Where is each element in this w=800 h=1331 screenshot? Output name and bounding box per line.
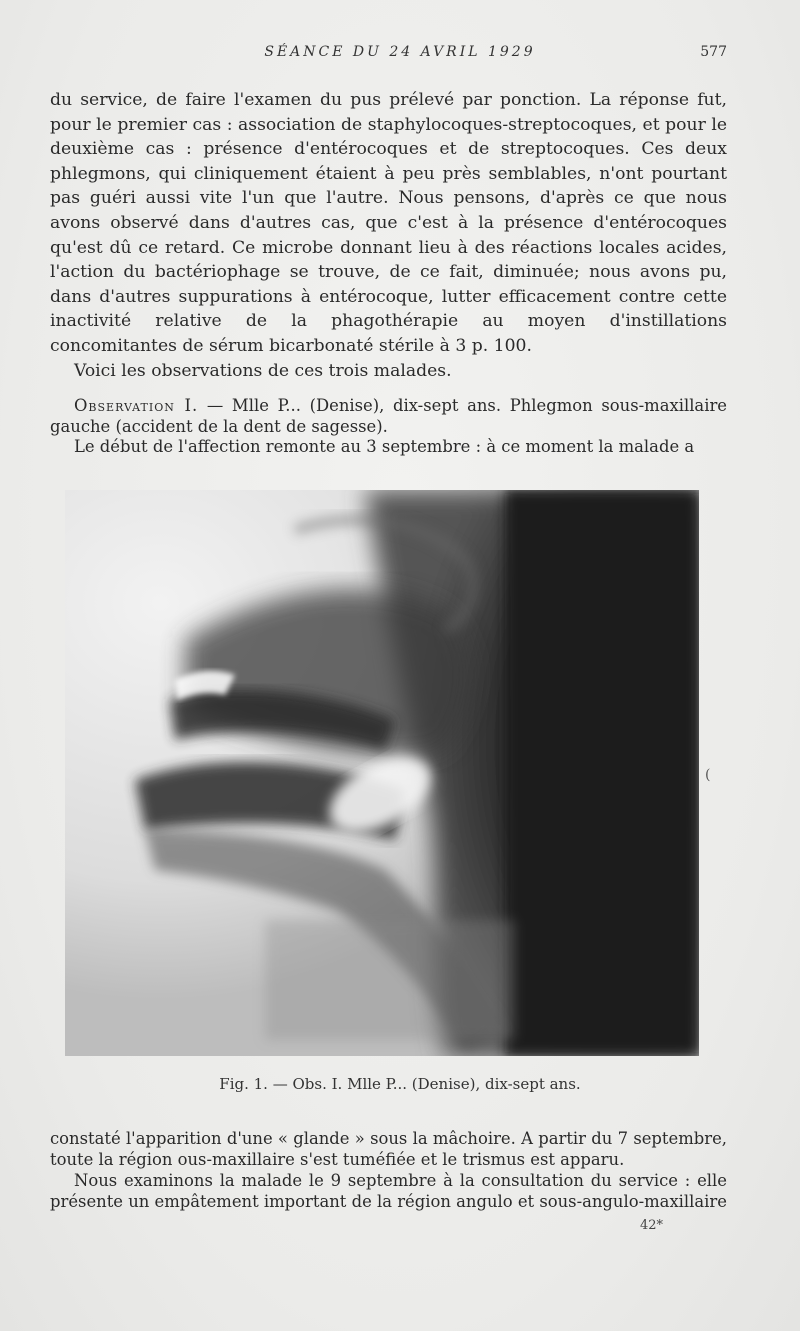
paragraph: Voici les observations de ces trois malades. xyxy=(74,360,452,381)
running-title: SÉANCE DU 24 AVRIL 1929 xyxy=(264,44,536,60)
observation-block xyxy=(50,396,727,458)
paragraph: Le début de l'affection remonte au 3 septembre : à ce moment la malade a xyxy=(74,437,695,456)
text-block-top xyxy=(50,88,727,383)
observation-heading-text: — Mlle P... (Denise), dix-sept ans. Phlegmon sous-maxillaire gauche (accident de la dent de sagesse). xyxy=(50,396,727,436)
margin-mark: ( xyxy=(705,767,711,783)
observation-label: Observation I. xyxy=(74,396,199,415)
signature-mark: 42* xyxy=(640,1218,664,1233)
radiograph-figure xyxy=(65,490,699,1056)
observation-heading xyxy=(50,396,727,437)
text-block-bottom xyxy=(50,1128,727,1212)
radiograph-image xyxy=(65,490,699,1056)
running-head xyxy=(0,44,800,64)
figure-caption: Fig. 1. — Obs. I. Mlle P... (Denise), dix-sept ans. xyxy=(219,1075,581,1093)
paragraph: Nous examinons la malade le 9 septembre à la consultation du service : elle présente un empâtement important de la région angulo et sous-angulo-maxillaire xyxy=(50,1171,727,1211)
paragraph: constaté l'apparition d'une « glande » sous la mâchoire. A partir du 7 septembre, toute la région ous-maxillaire s'est tuméfiée et le trismus est apparu. xyxy=(50,1129,727,1169)
page-number: 577 xyxy=(700,44,727,60)
paragraph: du service, de faire l'examen du pus prélevé par ponction. La réponse fut, pour le premier cas : association de staphylocoques-streptocoques, et pour le deuxième cas : présence d'entérocoques et de streptocoques. Ces deux phlegmons, qui cliniquement étaient à peu près semblables, n'ont pourtant pas guéri aussi vite l'un que l'autre. Nous pensons, d'après ce que nous avons observé dans d'autres cas, que c'est à la présence d'entérocoques qu'est dû ce retard. Ce microbe donnant lieu à des réactions locales acides, l'action du bactériophage se trouve, de ce fait, diminuée; nous avons pu, dans d'autres suppurations à entérocoque, lutter efficacement contre cette inactivité relative de la phagothérapie au moyen d'instillations concomitantes de sérum bicarbonaté stérile à 3 p. 100. xyxy=(50,90,727,356)
